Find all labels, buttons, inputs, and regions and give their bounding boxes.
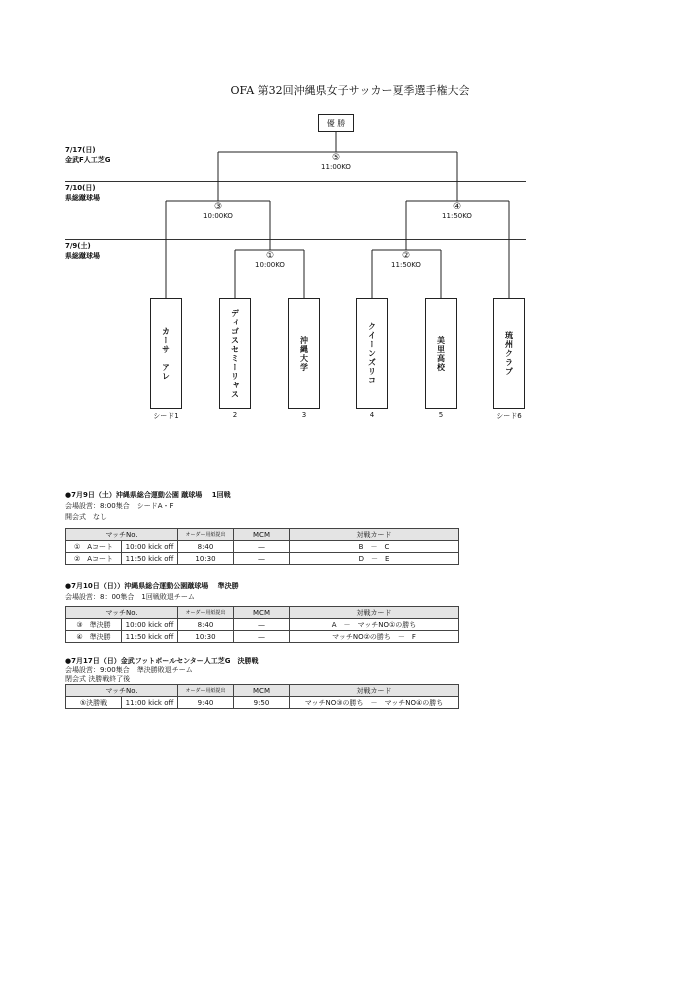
section-title: ●7月10日（日））沖縄県総合運動公園蹴球場 準決勝 — [65, 582, 239, 590]
header-mcm: MCM — [234, 685, 290, 697]
table-row — [66, 631, 459, 643]
round-date: 7/9(土) — [65, 242, 91, 250]
match-2-number: ② — [401, 251, 411, 261]
kickoff-cell: 11:50 kick off — [122, 631, 178, 643]
order-cell: 8:40 — [178, 541, 234, 553]
mcm-cell: — — [234, 541, 290, 553]
team-box — [425, 298, 457, 409]
table-header-row — [66, 607, 459, 619]
card-cell: A － マッチNO①の勝ち — [290, 619, 459, 631]
seed-label: 4 — [369, 411, 375, 419]
card-cell: マッチNO③の勝ち － マッチNO④の勝ち — [290, 697, 459, 709]
seed-label: 5 — [438, 411, 444, 419]
table-row — [66, 697, 459, 709]
section-title: ●7月17日（日）金武フットボールセンター人工芝G 決勝戦 — [65, 657, 259, 665]
match-3-number: ③ — [213, 202, 223, 212]
team-name: ディゴスセミーリャス — [230, 308, 240, 399]
header-card: 対戦カード — [290, 607, 459, 619]
header-match: マッチNo. — [66, 685, 178, 697]
order-cell: 9:40 — [178, 697, 234, 709]
table-header-row — [66, 685, 459, 697]
header-match: マッチNo. — [66, 607, 178, 619]
team-box — [493, 298, 525, 409]
table-row — [66, 541, 459, 553]
section-ceremony-line: 閉会式 決勝戦終了後 — [65, 675, 131, 683]
order-cell: 10:30 — [178, 631, 234, 643]
match-1-number: ① — [265, 251, 275, 261]
kickoff-cell: 10:00 kick off — [122, 541, 178, 553]
table-header-row — [66, 529, 459, 541]
kickoff-cell: 10:00 kick off — [122, 619, 178, 631]
schedule-table-2 — [65, 606, 459, 643]
match-label: Aコート — [87, 554, 114, 563]
match-label: 準決勝 — [89, 620, 111, 629]
match-label: Aコート — [87, 542, 114, 551]
kickoff-cell: 11:50 kick off — [122, 553, 178, 565]
table-row — [66, 619, 459, 631]
header-match: マッチNo. — [66, 529, 178, 541]
match-4-number: ④ — [452, 202, 462, 212]
mcm-cell: — — [234, 619, 290, 631]
card-cell: B － C — [290, 541, 459, 553]
card-cell: D － E — [290, 553, 459, 565]
match-1-kickoff: 10:00KO — [255, 261, 285, 269]
match-cell — [66, 553, 122, 565]
team-name: カーサ アレ — [161, 326, 171, 381]
schedule-table-1 — [65, 528, 459, 565]
page-title: OFA 第32回沖縄県女子サッカー夏季選手権大会 — [230, 84, 470, 97]
match-number: ① — [73, 542, 81, 551]
schedule-section-2-info — [65, 582, 239, 602]
match-cell — [66, 697, 122, 709]
section-title: ●7月9日（土）沖縄県総合運動公園 蹴球場 1回戦 — [65, 491, 231, 499]
match-number: ③ — [76, 620, 83, 629]
team-box — [219, 298, 251, 409]
match-2-kickoff: 11:50KO — [391, 261, 421, 269]
match-label: 決勝戦 — [86, 698, 108, 707]
mcm-cell: — — [234, 553, 290, 565]
match-5-kickoff: 11:00KO — [321, 163, 351, 171]
schedule-section-3-info — [65, 657, 259, 684]
schedule-section-1-info — [65, 491, 231, 522]
header-mcm: MCM — [234, 607, 290, 619]
section-setup-line: 会場設営：8:00集合 シードA・F — [65, 502, 174, 510]
header-order: オーダー用紙提出 — [178, 529, 234, 541]
header-card: 対戦カード — [290, 529, 459, 541]
seed-label: 2 — [232, 411, 238, 419]
card-cell: マッチNO②の勝ち － F — [290, 631, 459, 643]
order-cell: 8:40 — [178, 619, 234, 631]
match-3-kickoff: 10:00KO — [203, 212, 233, 220]
team-box — [288, 298, 320, 409]
header-card: 対戦カード — [290, 685, 459, 697]
team-name: クイーンズリコ — [367, 322, 377, 385]
round-date: 7/17(日) — [65, 146, 96, 154]
mcm-cell: 9:50 — [234, 697, 290, 709]
team-name: 琉州クラブ — [504, 331, 514, 376]
champion-box: 優 勝 — [318, 114, 354, 132]
mcm-cell: — — [234, 631, 290, 643]
header-mcm: MCM — [234, 529, 290, 541]
match-5-number: ⑤ — [331, 153, 341, 163]
bracket-lines — [0, 0, 700, 420]
team-name: 美里高校 — [436, 335, 446, 372]
match-4-kickoff: 11:50KO — [442, 212, 472, 220]
kickoff-cell: 11:00 kick off — [122, 697, 178, 709]
schedule-table-3 — [65, 684, 459, 709]
match-number: ④ — [76, 632, 83, 641]
match-number: ② — [73, 554, 81, 563]
match-cell — [66, 619, 122, 631]
header-order: オーダー用紙提出 — [178, 685, 234, 697]
round-venue: 県総蹴球場 — [65, 252, 100, 260]
round-venue: 金武F人工芝G — [65, 156, 111, 164]
round-date: 7/10(日) — [65, 184, 96, 192]
round-venue: 県総蹴球場 — [65, 194, 100, 202]
section-setup-line: 会場設営：8：00集合 1回戦敗退チーム — [65, 593, 195, 601]
header-order: オーダー用紙提出 — [178, 607, 234, 619]
team-box — [150, 298, 182, 409]
match-label: 準決勝 — [89, 632, 111, 641]
match-cell — [66, 541, 122, 553]
team-box — [356, 298, 388, 409]
seed-label: シード1 — [153, 412, 179, 420]
match-cell — [66, 631, 122, 643]
section-setup-line: 会場設営：9:00集合 準決勝敗退チーム — [65, 666, 193, 674]
match-number: ⑤ — [79, 698, 87, 707]
section-ceremony-line: 開会式 なし — [65, 513, 107, 521]
seed-label: 3 — [301, 411, 307, 419]
team-name: 沖縄大学 — [299, 335, 309, 372]
seed-label: シード6 — [496, 412, 522, 420]
table-row — [66, 553, 459, 565]
order-cell: 10:30 — [178, 553, 234, 565]
